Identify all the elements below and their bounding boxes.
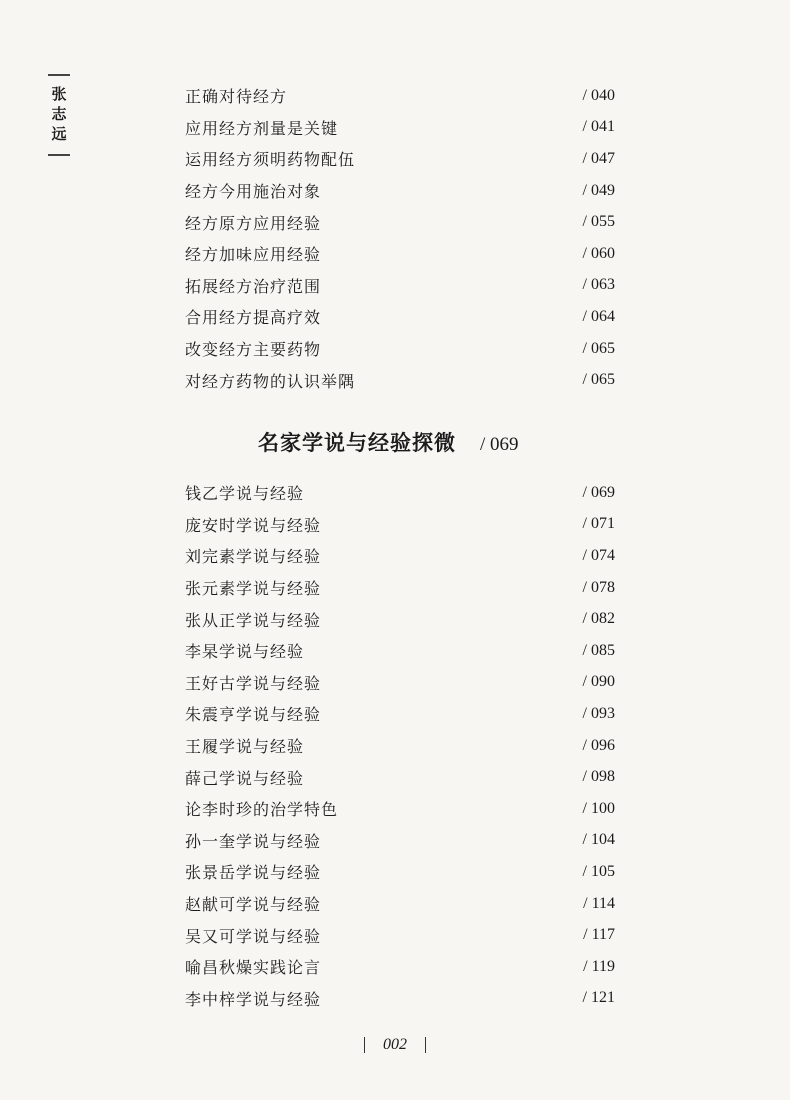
- toc-entry: [185, 80, 615, 112]
- toc-entry-title: 王好古学说与经验: [185, 673, 322, 693]
- toc-entry: [185, 761, 615, 793]
- toc-entry-page: / 049: [582, 181, 615, 199]
- toc-entry: [185, 572, 615, 604]
- toc-entry-title: 张景岳学说与经验: [185, 863, 322, 883]
- toc-entry-page: / 121: [582, 989, 615, 1007]
- toc-entry-title: 正确对待经方: [185, 87, 288, 107]
- page-footer: [0, 1036, 790, 1054]
- toc-entry-page: / 060: [582, 244, 615, 262]
- toc-entry-title: 张元素学说与经验: [185, 579, 322, 599]
- toc-entry: [185, 825, 615, 857]
- toc-entry-page: / 078: [582, 578, 615, 596]
- toc-entry: [185, 698, 615, 730]
- toc-entry: [185, 667, 615, 699]
- toc-entry-title: 吴又可学说与经验: [185, 926, 322, 946]
- toc-entry-page: / 105: [582, 862, 615, 880]
- toc-entry-title: 对经方药物的认识举隅: [185, 371, 356, 391]
- toc-entry-page: / 069: [582, 483, 615, 501]
- toc-list-first: [185, 80, 615, 396]
- toc-entry-page: / 093: [582, 704, 615, 722]
- toc-entry-page: / 041: [582, 118, 615, 136]
- side-tab: [46, 74, 72, 156]
- toc-entry-title: 王履学说与经验: [185, 737, 305, 757]
- toc-entry-page: / 040: [582, 86, 615, 104]
- section-page: / 069: [480, 434, 519, 455]
- toc-entry-page: / 085: [582, 641, 615, 659]
- toc-entry-page: / 096: [582, 736, 615, 754]
- toc-entry: [185, 333, 615, 365]
- toc-entry-page: / 098: [582, 768, 615, 786]
- toc-entry: [185, 635, 615, 667]
- footer-left-bar: [364, 1037, 365, 1053]
- toc-entry-title: 经方今用施治对象: [185, 182, 322, 202]
- toc-entry-title: 李中梓学说与经验: [185, 989, 322, 1009]
- toc-entry-page: / 047: [582, 149, 615, 167]
- toc-entry-title: 经方原方应用经验: [185, 213, 322, 233]
- toc-entry-title: 经方加味应用经验: [185, 245, 322, 265]
- toc-entry: [185, 175, 615, 207]
- toc-entry-page: / 119: [583, 957, 615, 975]
- toc-entry-page: / 117: [583, 926, 615, 944]
- toc-entry-page: / 074: [582, 546, 615, 564]
- toc-entry-page: / 082: [582, 610, 615, 628]
- toc-entry: [185, 951, 615, 983]
- side-tab-top-rule: [48, 74, 70, 76]
- toc-entry-title: 合用经方提高疗效: [185, 308, 322, 328]
- toc-entry: [185, 143, 615, 175]
- side-tab-author-name: 张志远: [51, 85, 67, 143]
- toc-entry: [185, 301, 615, 333]
- toc-entry-title: 张从正学说与经验: [185, 610, 322, 630]
- toc-entry-title: 庞安时学说与经验: [185, 515, 322, 535]
- section-title: 名家学说与经验探微: [258, 431, 456, 455]
- toc-entry-title: 刘完素学说与经验: [185, 547, 322, 567]
- toc-entry-title: 朱震亨学说与经验: [185, 705, 322, 725]
- section-heading: [258, 427, 558, 457]
- toc-entry: [185, 540, 615, 572]
- toc-entry-page: / 071: [582, 515, 615, 533]
- toc-entry-title: 拓展经方治疗范围: [185, 276, 322, 296]
- toc-entry-title: 应用经方剂量是关键: [185, 118, 339, 138]
- toc-entry-title: 赵献可学说与经验: [185, 895, 322, 915]
- toc-entry-page: / 114: [583, 894, 615, 912]
- toc-entry: [185, 206, 615, 238]
- footer-right-bar: [425, 1037, 426, 1053]
- toc-entry-page: / 100: [582, 799, 615, 817]
- toc-entry-page: / 104: [582, 831, 615, 849]
- toc-entry-title: 论李时珍的治学特色: [185, 800, 339, 820]
- footer-page-number: 002: [383, 1036, 407, 1053]
- toc-entry: [185, 983, 615, 1015]
- toc-entry-title: 孙一奎学说与经验: [185, 831, 322, 851]
- toc-entry: [185, 238, 615, 270]
- toc-entry: [185, 603, 615, 635]
- toc-entry: [185, 509, 615, 541]
- toc-entry-page: / 065: [582, 339, 615, 357]
- toc-entry: [185, 888, 615, 920]
- toc-entry-title: 薛己学说与经验: [185, 768, 305, 788]
- toc-entry-title: 喻昌秋燥实践论言: [185, 958, 322, 978]
- side-tab-bottom-rule: [48, 154, 70, 156]
- toc-entry: [185, 730, 615, 762]
- toc-list-second: [185, 477, 615, 1014]
- toc-entry-page: / 064: [582, 307, 615, 325]
- toc-entry-title: 钱乙学说与经验: [185, 484, 305, 504]
- toc-entry-page: / 065: [582, 371, 615, 389]
- toc-entry-title: 李杲学说与经验: [185, 642, 305, 662]
- toc-entry-page: / 063: [582, 276, 615, 294]
- toc-entry: [185, 112, 615, 144]
- toc-entry-page: / 090: [582, 673, 615, 691]
- toc-entry-page: / 055: [582, 213, 615, 231]
- toc-entry: [185, 270, 615, 302]
- toc-entry: [185, 919, 615, 951]
- toc-entry: [185, 793, 615, 825]
- toc-entry: [185, 364, 615, 396]
- toc-entry-title: 改变经方主要药物: [185, 340, 322, 360]
- toc-entry: [185, 477, 615, 509]
- toc-entry: [185, 856, 615, 888]
- toc-entry-title: 运用经方须明药物配伍: [185, 150, 356, 170]
